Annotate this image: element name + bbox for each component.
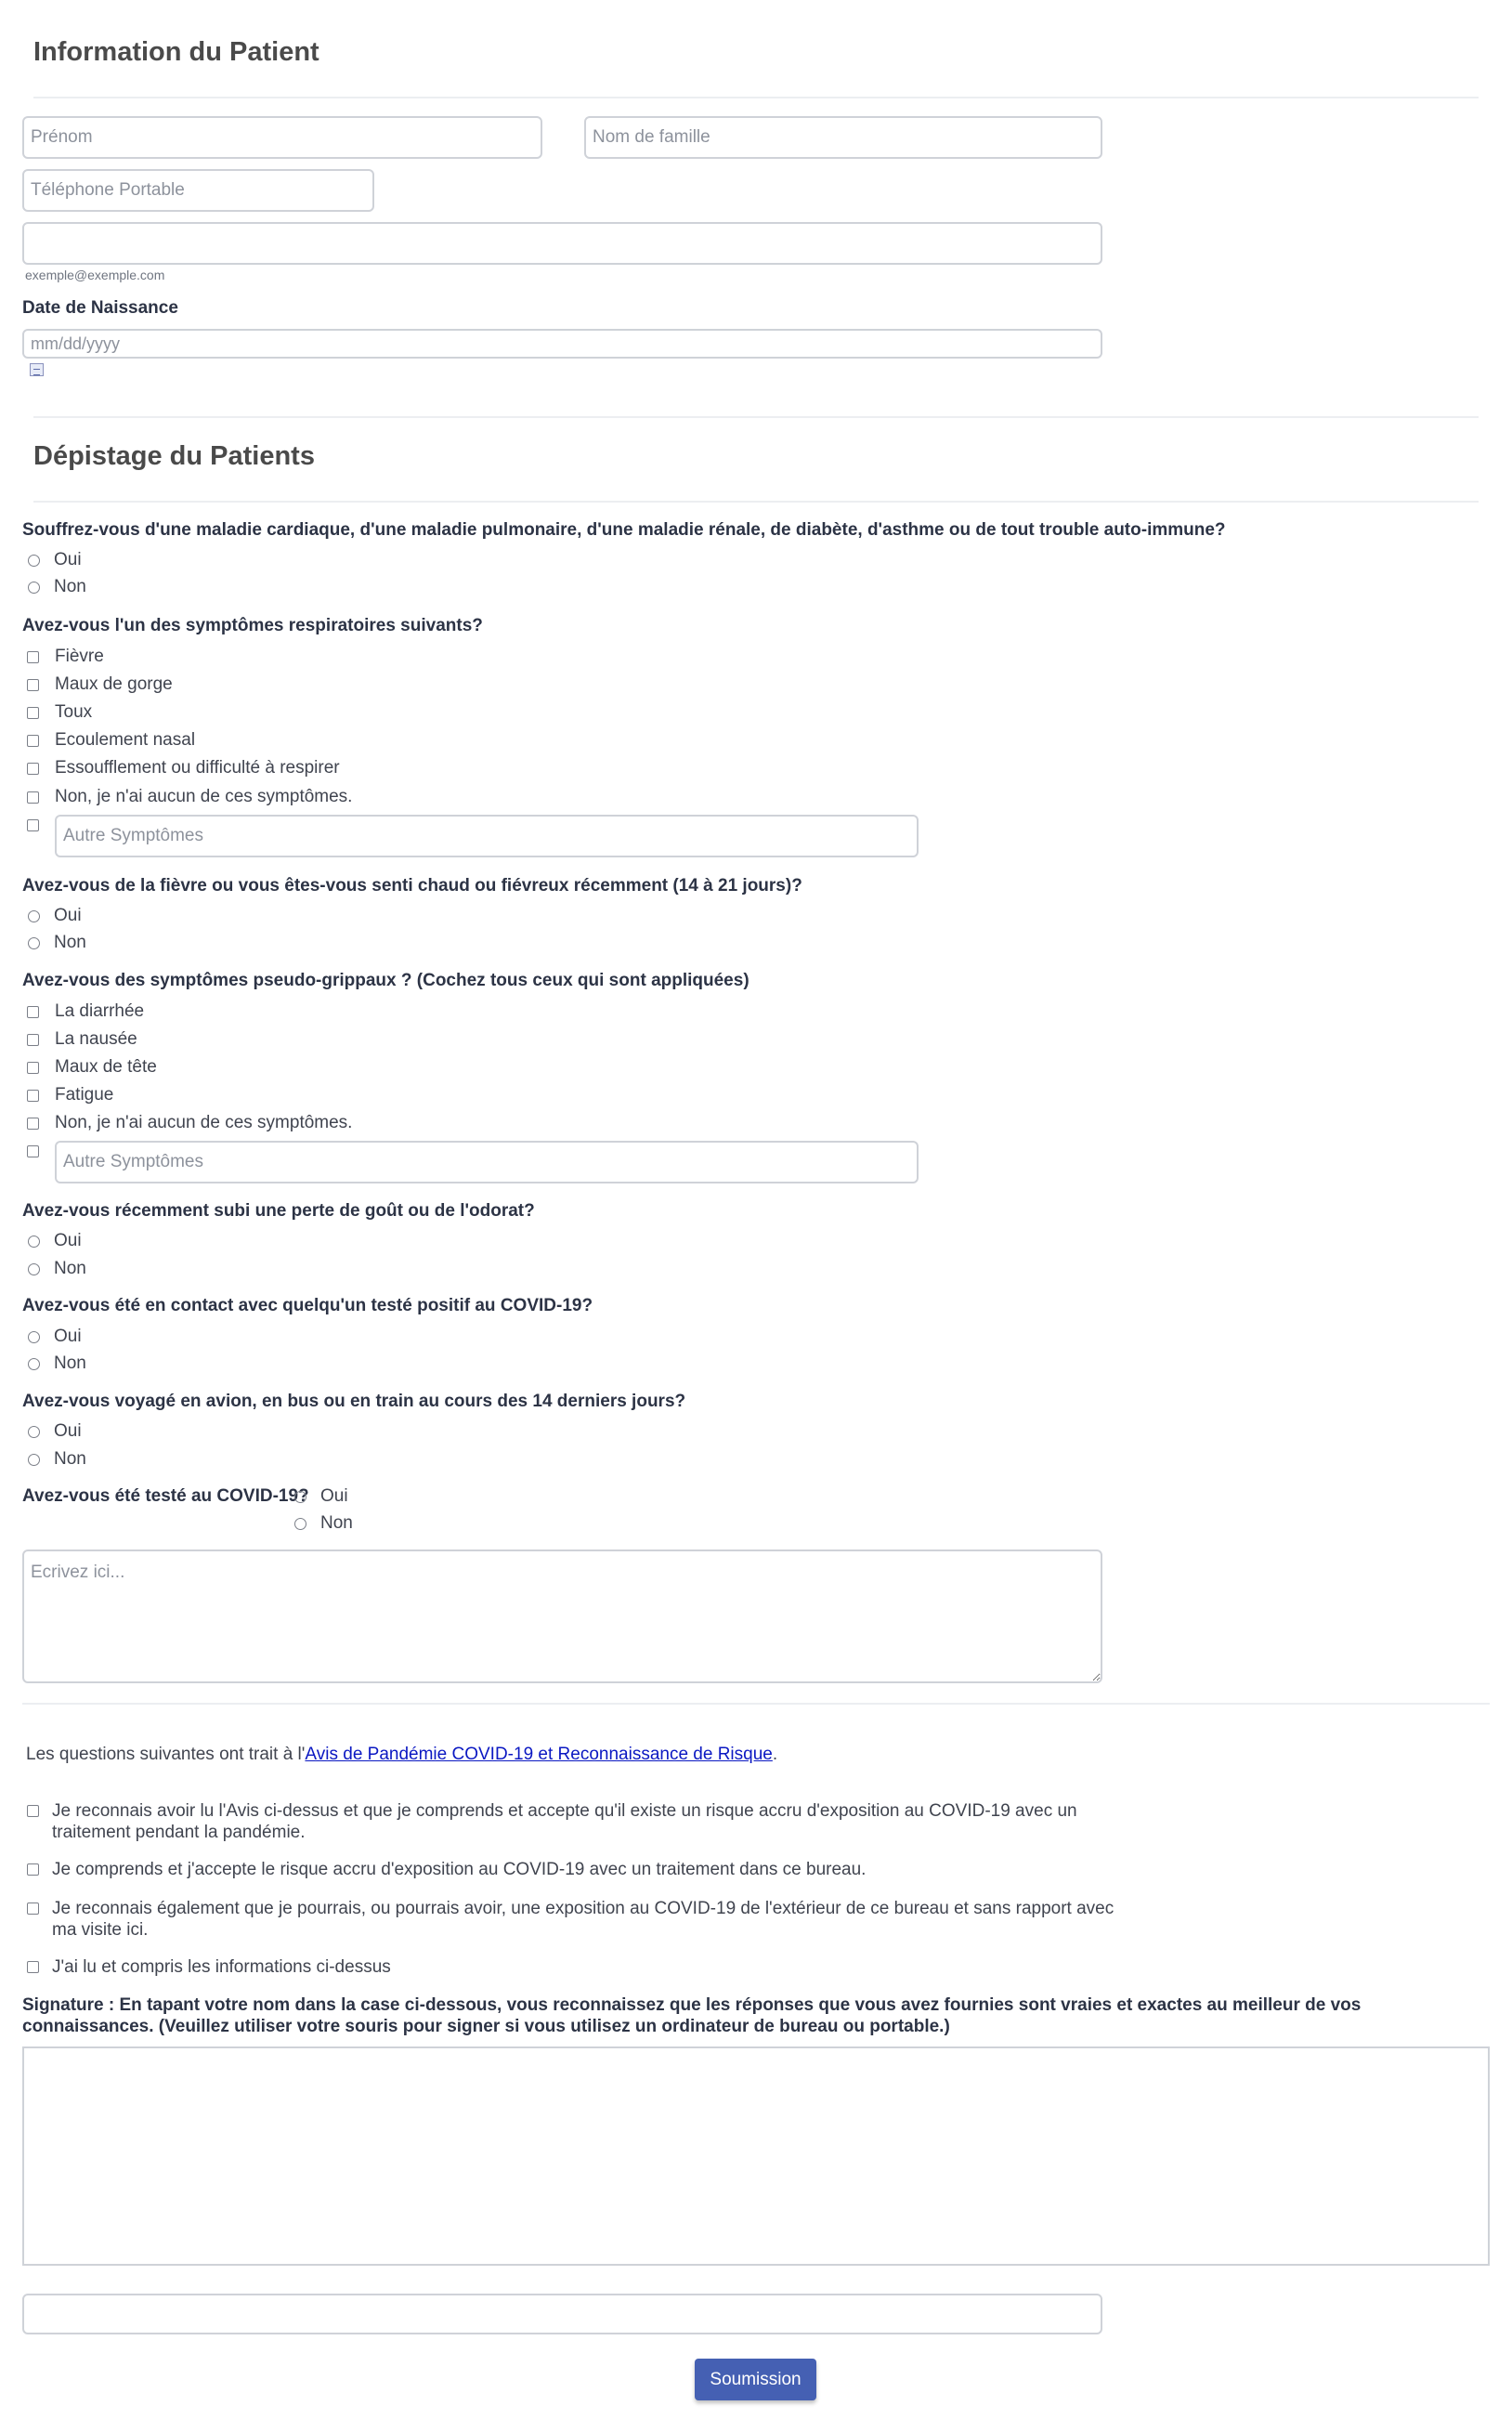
- section-title-patient-info: Information du Patient: [33, 37, 319, 67]
- checkbox[interactable]: [27, 1118, 39, 1130]
- question-flu-symptoms: Avez-vous des symptômes pseudo-grippaux ? (Cochez tous ceux qui sont appliquées): [22, 971, 749, 990]
- option-label: Non, je n'ai aucun de ces symptômes.: [55, 787, 353, 806]
- acknowledgement-checkbox[interactable]: [27, 1903, 39, 1915]
- checkbox[interactable]: [27, 1034, 39, 1046]
- radio-button[interactable]: [28, 555, 40, 567]
- radio-button[interactable]: [294, 1491, 306, 1503]
- question-loss-taste-smell: Avez-vous récemment subi une perte de goût ou de l'odorat?: [22, 1201, 535, 1221]
- radio-button[interactable]: [28, 1358, 40, 1370]
- notice-prefix: Les questions suivantes ont trait à l': [26, 1745, 306, 1764]
- comment-textarea[interactable]: [22, 1549, 1102, 1683]
- radio-option-no[interactable]: [28, 1259, 86, 1279]
- checkbox[interactable]: [27, 791, 39, 804]
- option-label: La diarrhée: [55, 1001, 145, 1021]
- checkbox[interactable]: [27, 1006, 39, 1018]
- option-label: Non: [54, 577, 86, 596]
- radio-button[interactable]: [294, 1518, 306, 1530]
- calendar-icon[interactable]: [30, 363, 44, 376]
- checkbox-option[interactable]: [27, 1113, 352, 1133]
- checkbox-option[interactable]: [27, 787, 352, 807]
- question-tested-covid: Avez-vous été testé au COVID-19?: [22, 1486, 309, 1506]
- radio-button[interactable]: [28, 1426, 40, 1438]
- email-input[interactable]: [22, 222, 1102, 265]
- radio-button[interactable]: [28, 1236, 40, 1248]
- radio-button[interactable]: [28, 1454, 40, 1466]
- radio-option-yes[interactable]: [28, 1327, 82, 1347]
- acknowledgement-checkbox[interactable]: [27, 1961, 39, 1973]
- option-label: La nausée: [55, 1029, 137, 1049]
- email-hint: exemple@exemple.com: [25, 268, 165, 282]
- notice-suffix: .: [772, 1745, 778, 1764]
- checkbox-option[interactable]: [27, 647, 104, 667]
- radio-option-yes[interactable]: [294, 1486, 348, 1507]
- question-recent-fever: Avez-vous de la fièvre ou vous êtes-vous senti chaud ou fiévreux récemment (14 à 21 jours)?: [22, 876, 802, 896]
- radio-option-no[interactable]: [28, 933, 86, 953]
- checkbox[interactable]: [27, 1062, 39, 1074]
- checkbox[interactable]: [27, 679, 39, 691]
- checkbox-option[interactable]: [27, 758, 340, 778]
- acknowledgement-checkbox[interactable]: [27, 1805, 39, 1817]
- option-label: Ecoulement nasal: [55, 730, 196, 750]
- divider: [33, 416, 1479, 418]
- option-label: Toux: [55, 702, 93, 722]
- radio-button[interactable]: [28, 937, 40, 949]
- phone-input[interactable]: [22, 169, 374, 212]
- checkbox-option[interactable]: [27, 702, 92, 723]
- dob-label: Date de Naissance: [22, 298, 178, 318]
- checkbox[interactable]: [27, 1090, 39, 1102]
- option-label: Non, je n'ai aucun de ces symptômes.: [55, 1113, 353, 1132]
- acknowledgement-text: Je reconnais également que je pourrais, ou pourrais avoir, une exposition au COVID-19 de l'extérieur de ce bureau et sans rapport avec ma visite ici.: [52, 1899, 1114, 1940]
- option-label: Fièvre: [55, 647, 104, 666]
- checkbox[interactable]: [27, 651, 39, 663]
- option-label: Non: [54, 1449, 86, 1469]
- option-label: Non: [54, 1353, 86, 1373]
- option-label: Maux de tête: [55, 1057, 157, 1077]
- radio-option-no[interactable]: [28, 577, 86, 597]
- option-label: Oui: [54, 550, 82, 569]
- checkbox-option[interactable]: [27, 1001, 144, 1022]
- radio-option-yes[interactable]: [28, 906, 82, 926]
- option-label: Oui: [54, 1327, 82, 1346]
- checkbox[interactable]: [27, 763, 39, 775]
- checkbox-other[interactable]: [27, 1145, 39, 1157]
- option-label: Oui: [54, 1421, 82, 1441]
- checkbox-option[interactable]: [27, 1029, 137, 1050]
- checkbox-other[interactable]: [27, 819, 39, 831]
- other-symptoms-input[interactable]: [55, 815, 919, 857]
- radio-option-yes[interactable]: [28, 1421, 82, 1442]
- option-label: Oui: [54, 1231, 82, 1250]
- option-label: Oui: [320, 1486, 348, 1506]
- radio-option-no[interactable]: [28, 1353, 86, 1374]
- divider: [33, 97, 1479, 98]
- acknowledgement-text: Je comprends et j'accepte le risque accru d'exposition au COVID-19 avec un traitement dans ce bureau.: [52, 1860, 867, 1879]
- radio-button[interactable]: [28, 1263, 40, 1275]
- radio-option-no[interactable]: [294, 1513, 353, 1534]
- radio-button[interactable]: [28, 582, 40, 594]
- notice-text: [26, 1745, 777, 1765]
- section-title-screening: Dépistage du Patients: [33, 441, 315, 471]
- checkbox[interactable]: [27, 735, 39, 747]
- checkbox-option[interactable]: [27, 1085, 113, 1105]
- radio-option-yes[interactable]: [28, 1231, 82, 1251]
- submit-button[interactable]: Soumission: [695, 2359, 816, 2400]
- checkbox-option[interactable]: [27, 1057, 157, 1078]
- option-label: Non: [54, 933, 86, 952]
- option-label: Fatigue: [55, 1085, 114, 1105]
- option-label: Oui: [54, 906, 82, 925]
- acknowledgement-text: Je reconnais avoir lu l'Avis ci-dessus et que je comprends et accepte qu'il existe un risque accru d'exposition au COVID-19 avec un traitement pendant la pandémie.: [52, 1801, 1077, 1842]
- checkbox-option[interactable]: [27, 730, 195, 751]
- signature-label: Signature : En tapant votre nom dans la case ci-dessous, vous reconnaissez que les réponses que vous avez fournies sont vraies et exactes au meilleur de vos connaissances. (Veuillez utiliser votre souris pour signer si vous utilisez un ordinateur de bureau ou portable.): [22, 1995, 1362, 2036]
- radio-button[interactable]: [28, 1331, 40, 1343]
- pandemic-notice-link[interactable]: Avis de Pandémie COVID-19 et Reconnaissance de Risque: [305, 1745, 773, 1764]
- acknowledgement-checkbox[interactable]: [27, 1863, 39, 1876]
- checkbox-option[interactable]: [27, 674, 173, 695]
- acknowledgement-text: J'ai lu et compris les informations ci-dessus: [52, 1957, 391, 1977]
- option-label: Essoufflement ou difficulté à respirer: [55, 758, 340, 778]
- divider: [22, 1703, 1490, 1705]
- last-name-input[interactable]: [584, 116, 1102, 159]
- first-name-input[interactable]: [22, 116, 542, 159]
- other-flu-symptoms-input[interactable]: [55, 1141, 919, 1183]
- option-label: Non: [54, 1259, 86, 1278]
- signature-name-input[interactable]: [22, 2294, 1102, 2334]
- radio-button[interactable]: [28, 910, 40, 922]
- checkbox[interactable]: [27, 707, 39, 719]
- option-label: Non: [320, 1513, 353, 1533]
- option-label: Maux de gorge: [55, 674, 173, 694]
- question-chronic-conditions: Souffrez-vous d'une maladie cardiaque, d'une maladie pulmonaire, d'une maladie rénale, de diabète, d'asthme ou de tout trouble auto-immune?: [22, 520, 1226, 540]
- dob-input[interactable]: [22, 329, 1102, 359]
- question-contact-positive: Avez-vous été en contact avec quelqu'un testé positif au COVID-19?: [22, 1296, 593, 1315]
- radio-option-yes[interactable]: [28, 550, 82, 570]
- divider: [33, 501, 1479, 503]
- radio-option-no[interactable]: [28, 1449, 86, 1470]
- signature-pad[interactable]: [22, 2046, 1490, 2266]
- question-respiratory-symptoms: Avez-vous l'un des symptômes respiratoires suivants?: [22, 616, 483, 635]
- question-recent-travel: Avez-vous voyagé en avion, en bus ou en train au cours des 14 derniers jours?: [22, 1392, 686, 1411]
